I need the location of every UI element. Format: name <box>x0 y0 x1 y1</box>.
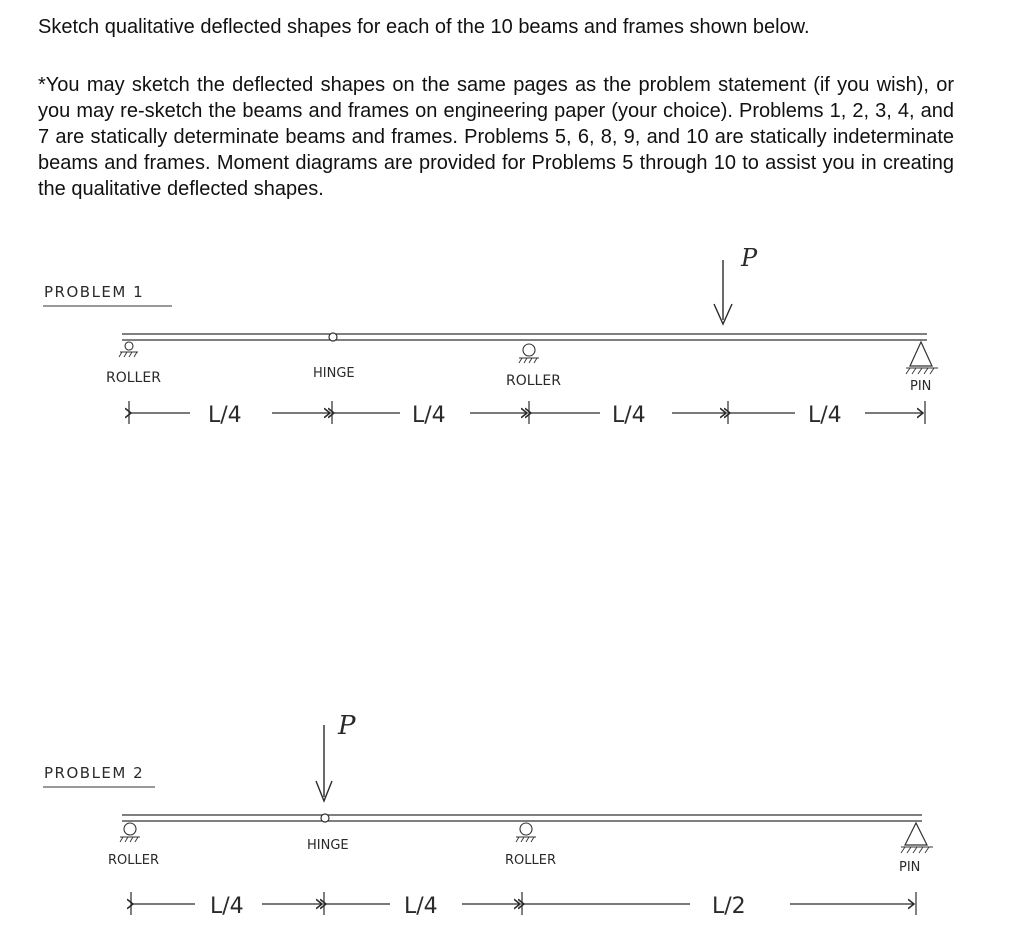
problem-2-left-roller-support <box>120 823 140 842</box>
problem-1-title: PROBLEM 1 <box>44 283 145 301</box>
problem-1-middle-roller-label: ROLLER <box>506 373 561 389</box>
problem-2-span-3: L/2 <box>712 894 746 919</box>
problem-2-left-roller-label: ROLLER <box>108 853 159 868</box>
problem-1-hinge-label: HINGE <box>313 366 355 381</box>
problem-2-span-2: L/4 <box>404 894 438 919</box>
problem-1-beam <box>122 334 927 340</box>
problem-1-span-4: L/4 <box>808 403 842 428</box>
problem-1-left-roller-label: ROLLER <box>106 370 161 386</box>
problem-2-beam <box>122 815 922 821</box>
problem-2-pin-support <box>901 823 933 853</box>
problem-1-hinge <box>329 333 337 341</box>
problem-2-middle-roller-support <box>516 823 536 842</box>
problem-2-middle-roller-label: ROLLER <box>505 853 556 868</box>
problem-1-pin-label: PIN <box>910 379 932 394</box>
problem-instruction: Sketch qualitative deflected shapes for each of the 10 beams and frames shown below. <box>38 16 810 38</box>
problem-note: *You may sketch the deflected shapes on the same pages as the problem statement (if you wish), or you may re-sketch the beams and frames on engineering paper (your choice). Problems 1, 2, 3, 4, and 7 are statically determinate beams and frames. Problems 5, 6, 8, 9, and 10 are statically indeterminate beams and frames. Moment diagrams are provided for Problems 5 through 10 to assist you in creating the qualitative deflected shapes. <box>38 74 954 200</box>
problem-1-middle-roller-support <box>519 344 539 363</box>
problem-1-span-2: L/4 <box>412 403 446 428</box>
problem-2-hinge <box>321 814 329 822</box>
problem-2 <box>43 711 933 919</box>
problem-2-load-label: P <box>338 711 356 741</box>
problem-1-load-label: P <box>741 244 758 272</box>
problem-1 <box>43 244 938 428</box>
problem-1-dimension-line <box>129 401 925 424</box>
problem-2-dimension-line <box>131 892 916 915</box>
problem-2-title: PROBLEM 2 <box>44 764 145 782</box>
problem-2-pin-label: PIN <box>899 860 921 875</box>
problem-2-hinge-label: HINGE <box>307 838 349 853</box>
problem-1-span-3: L/4 <box>612 403 646 428</box>
problem-1-pin-support <box>906 342 938 374</box>
problem-2-span-1: L/4 <box>210 894 244 919</box>
problem-1-span-1: L/4 <box>208 403 242 428</box>
problem-1-left-roller-support <box>119 342 138 357</box>
